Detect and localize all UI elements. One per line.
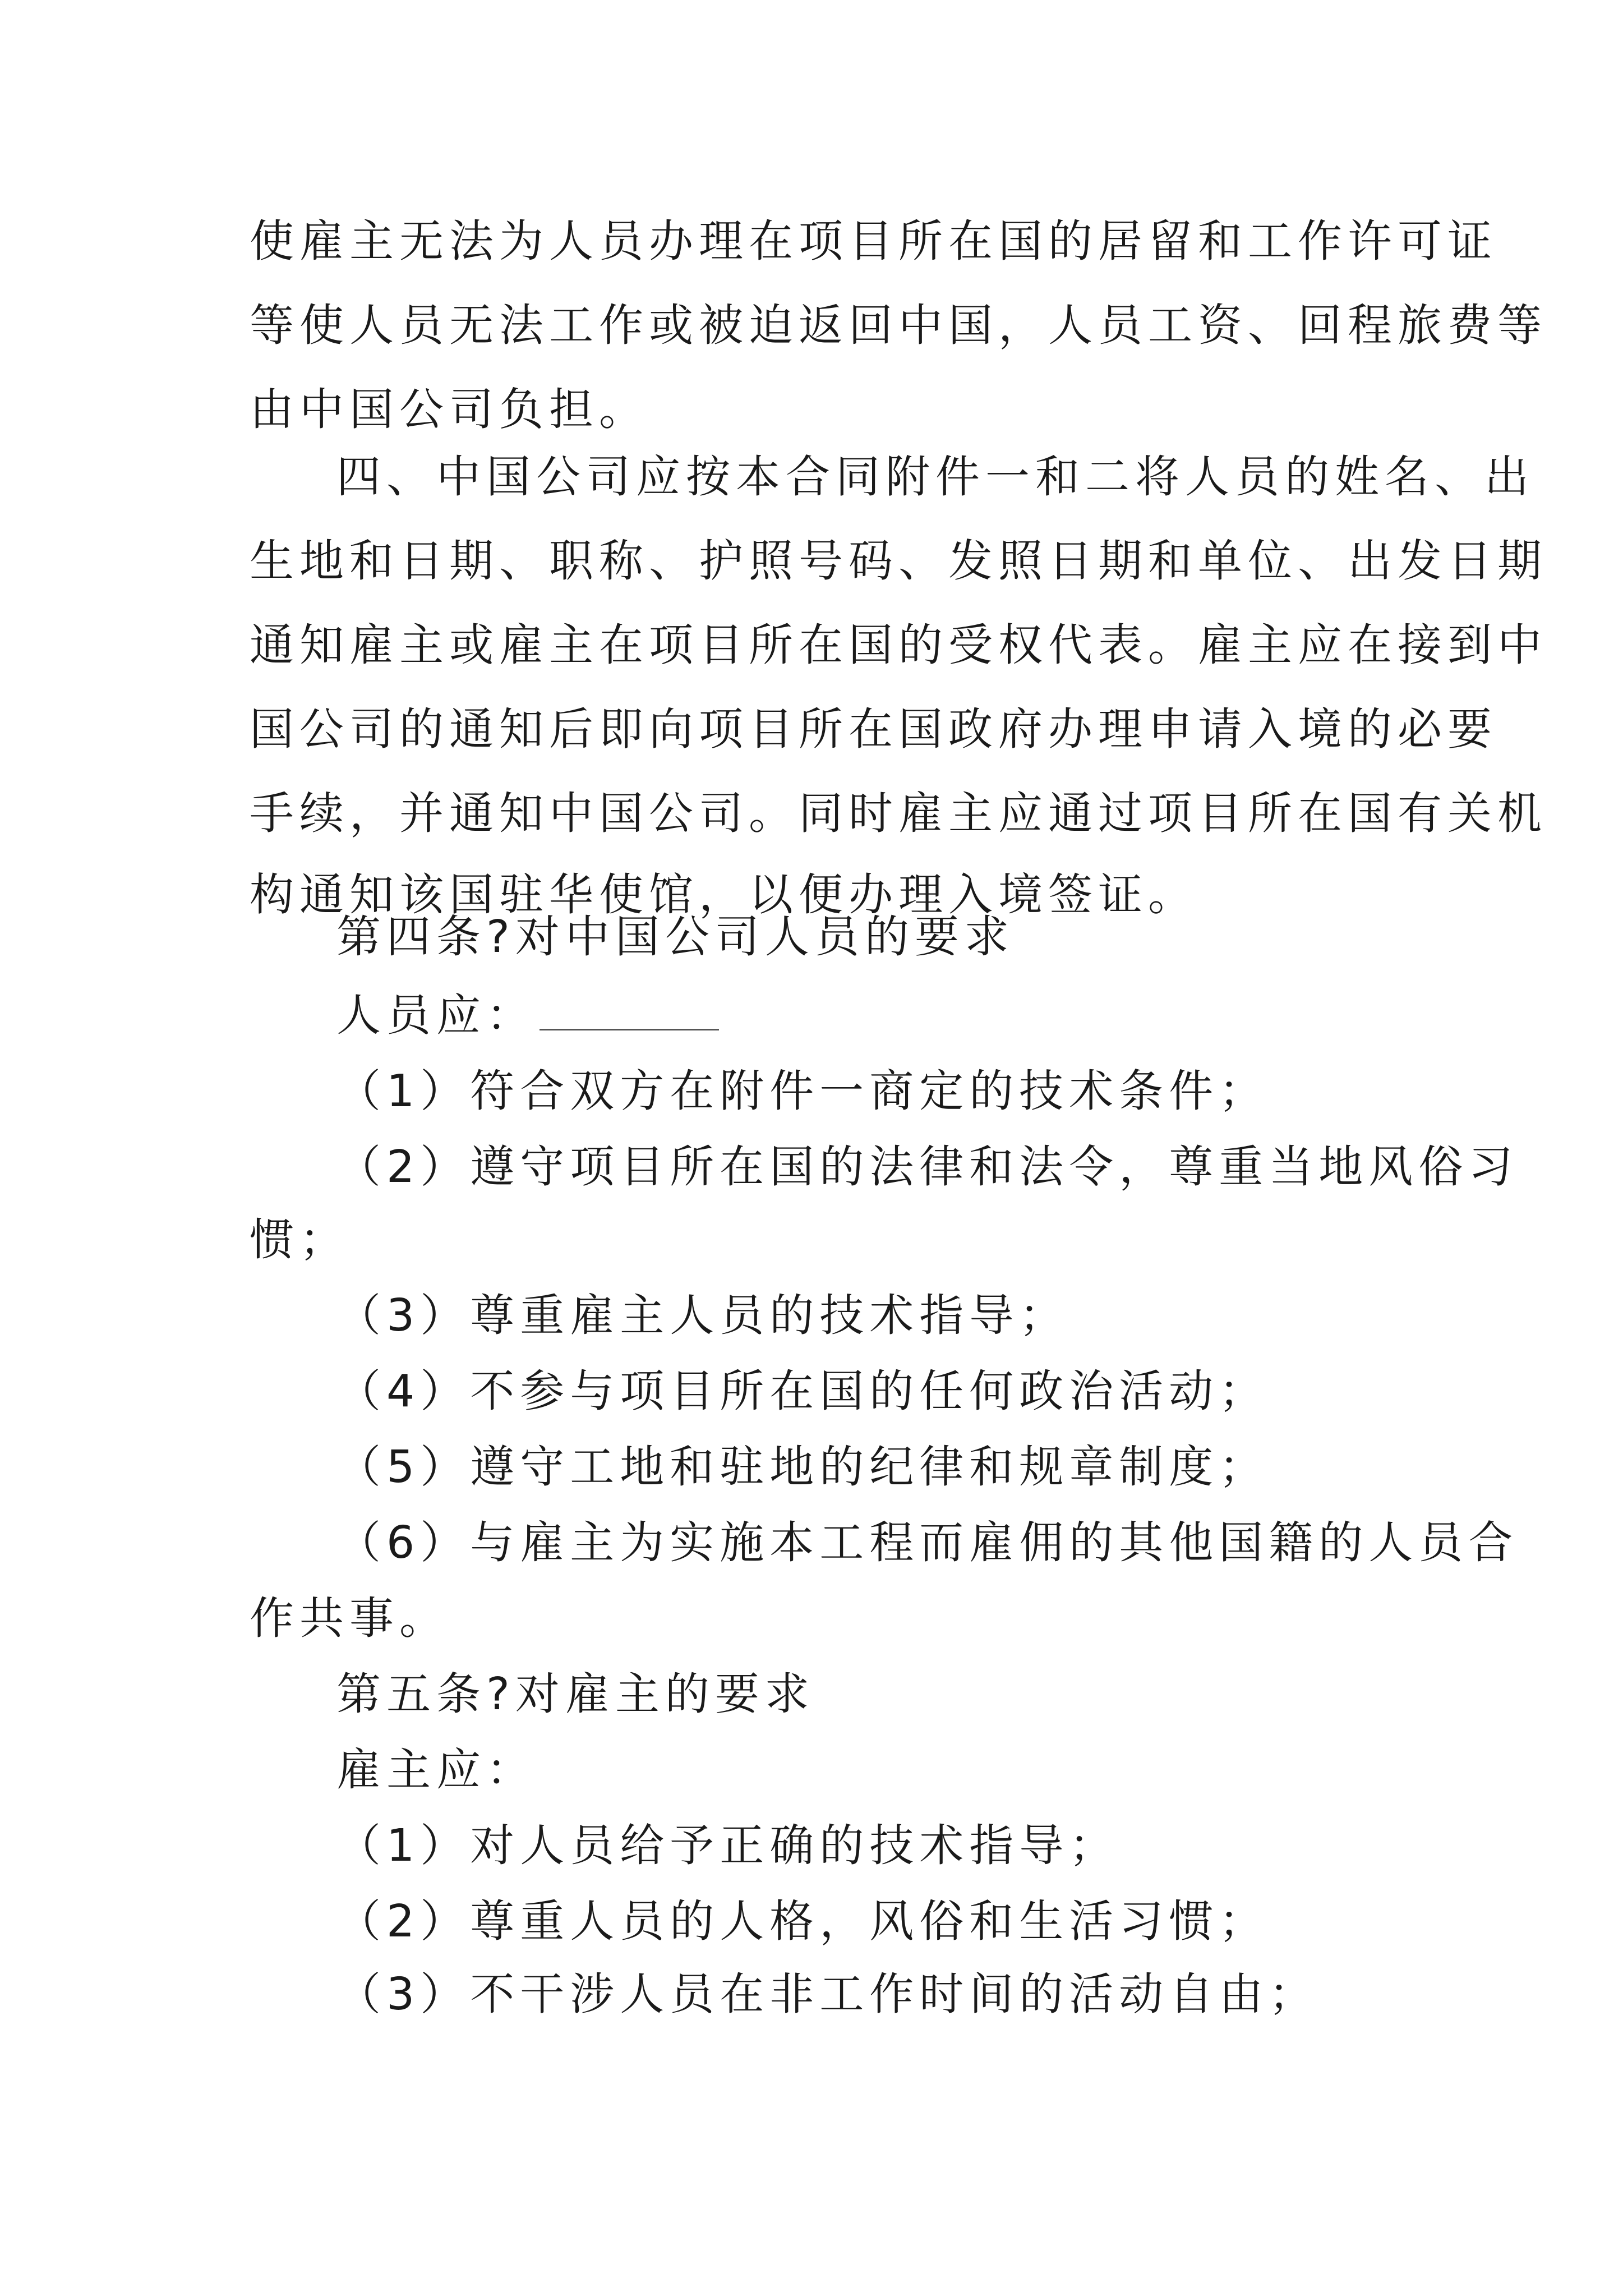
paragraph-line: 由中国公司负担。 xyxy=(250,384,649,435)
list-item: （1）符合双方在附件一商定的技术条件； xyxy=(336,1065,1269,1117)
article-heading: 第四条?对中国公司人员的要求 xyxy=(336,911,1015,963)
list-item: （6）与雇主为实施本工程而雇佣的其他国籍的人员合 xyxy=(336,1517,1519,1568)
paragraph-line: 通知雇主或雇主在项目所在国的受权代表。雇主应在接到中 xyxy=(250,619,1547,671)
clause-intro: 雇主应： xyxy=(336,1744,536,1796)
article-heading: 第五条?对雇主的要求 xyxy=(336,1668,815,1720)
list-item: （5）遵守工地和驻地的纪律和规章制度； xyxy=(336,1441,1269,1493)
list-item: （3）尊重雇主人员的技术指导； xyxy=(336,1290,1069,1341)
clause-intro-text: 人员应： xyxy=(336,990,536,1041)
paragraph-line: 使雇主无法为人员办理在项目所在国的居留和工作许可证 xyxy=(250,215,1497,267)
list-item: （4）不参与项目所在国的任何政治活动； xyxy=(336,1365,1269,1417)
list-item: （2）尊重人员的人格，风俗和生活习惯； xyxy=(336,1895,1269,1947)
paragraph-line: 生地和日期、职称、护照号码、发照日期和单位、出发日期 xyxy=(250,535,1547,587)
list-item: （1）对人员给予正确的技术指导； xyxy=(336,1820,1119,1871)
paragraph-line: 手续，并通知中国公司。同时雇主应通过项目所在国有关机 xyxy=(250,788,1547,839)
clause-intro xyxy=(336,987,1394,1043)
paragraph-line: 四、中国公司应按本合同附件一和二将人员的姓名、出 xyxy=(336,451,1534,503)
list-item-continuation: 惯； xyxy=(250,1214,349,1266)
list-item: （2）遵守项目所在国的法律和法令，尊重当地风俗习 xyxy=(336,1141,1519,1193)
paragraph-line: 等使人员无法工作或被迫返回中国，人员工资、回程旅费等 xyxy=(250,300,1547,351)
list-item: （3）不干涉人员在非工作时间的活动自由； xyxy=(336,1968,1319,2020)
paragraph-line: 构通知该国驻华使馆，以便办理入境签证。 xyxy=(250,869,1198,921)
fill-in-blank xyxy=(540,995,719,1030)
list-item-continuation: 作共事。 xyxy=(250,1593,449,1644)
paragraph-line: 国公司的通知后即向项目所在国政府办理申请入境的必要 xyxy=(250,703,1497,755)
